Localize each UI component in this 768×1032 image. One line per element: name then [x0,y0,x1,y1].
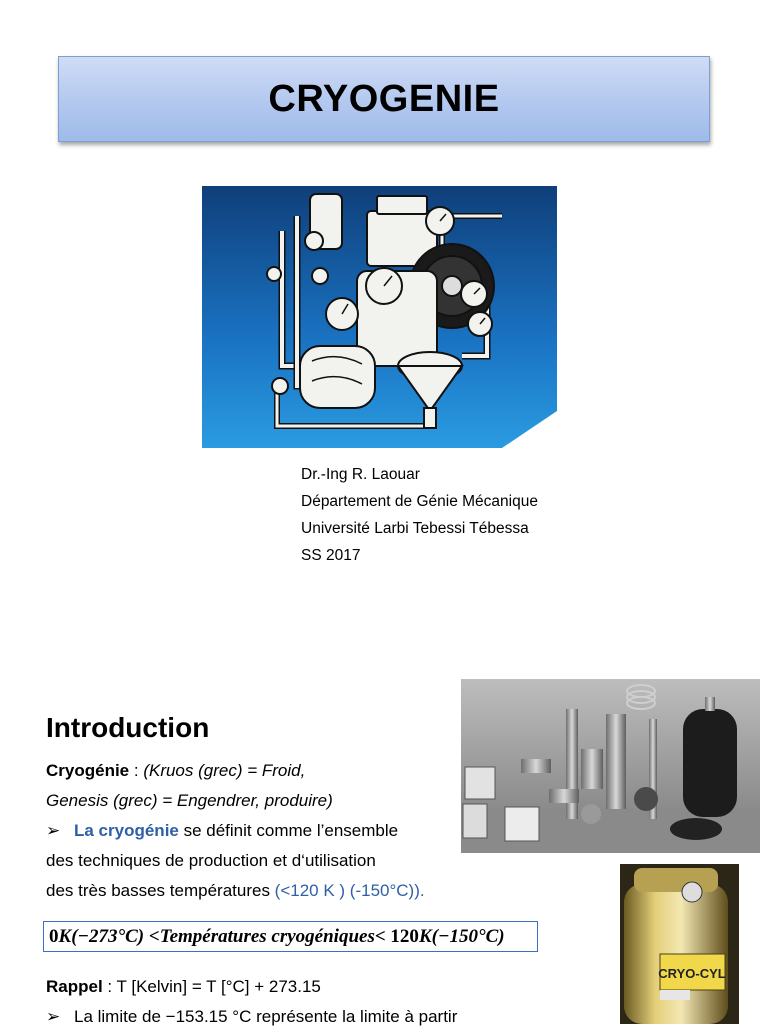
etymology-line-1 [46,756,466,786]
title-banner [58,56,710,142]
temperature-range: (<120 K ) (-150°C)). [274,881,425,900]
etymology-line-2 [46,786,466,816]
intro-paragraph [46,756,466,906]
cryogenic-machine-illustration [202,186,557,448]
cryo-cyl-dewar-photo [620,864,739,1024]
author-name: Dr.-Ing R. Laouar [301,466,420,483]
formula-part2: < 120 [374,925,419,947]
limit-line [46,1002,457,1032]
author-block [301,461,538,569]
etymology-kruos: (Kruos (grec) = Froid, [143,761,306,780]
page-title: CRYOGENIE [268,77,500,120]
cylinder-label: CRYO-CYL [658,966,726,981]
definition-line-2: des techniques de production et d‘utilisation [46,851,376,870]
section-heading: Introduction [46,712,210,743]
rappel-block [46,972,457,1032]
formula-zero: 0 [49,925,59,947]
etymology-genesis: Genesis (grec) = Engendrer, produire) [46,791,333,810]
author-semester: SS 2017 [301,547,361,564]
author-university: Université Larbi Tebessi Tébessa [301,520,529,537]
author-department: Département de Génie Mécanique [301,493,538,510]
term-cryogenie: Cryogénie [46,761,130,780]
bullet-arrow-icon: ➢ [46,821,61,840]
definition-rest: se définit comme l’ensemble [178,821,399,840]
definition-term: La cryogénie [74,821,179,840]
bullet-arrow-icon-2: ➢ [46,1007,61,1026]
term-separator: : [129,761,144,780]
formula-part1: (−273°C) < [71,925,160,947]
formula-box [43,921,538,952]
rappel-line [46,972,457,1002]
limit-text: La limite de −153.15 °C représente la limite à partir [74,1007,458,1026]
formula-part3: (−150°C) [431,925,505,947]
formula-k2: K [418,925,432,947]
rappel-formula: : T [Kelvin] = T [°C] + 273.15 [102,977,321,996]
rappel-label: Rappel [46,977,103,996]
definition-line-3 [46,876,466,906]
formula-middle: Températures cryogéniques [159,925,375,947]
definition-line-3-text: des très basses températures [46,881,275,900]
refrigeration-components-photo [461,679,760,853]
definition-line-1 [46,816,466,846]
formula-k1: K [58,925,72,947]
